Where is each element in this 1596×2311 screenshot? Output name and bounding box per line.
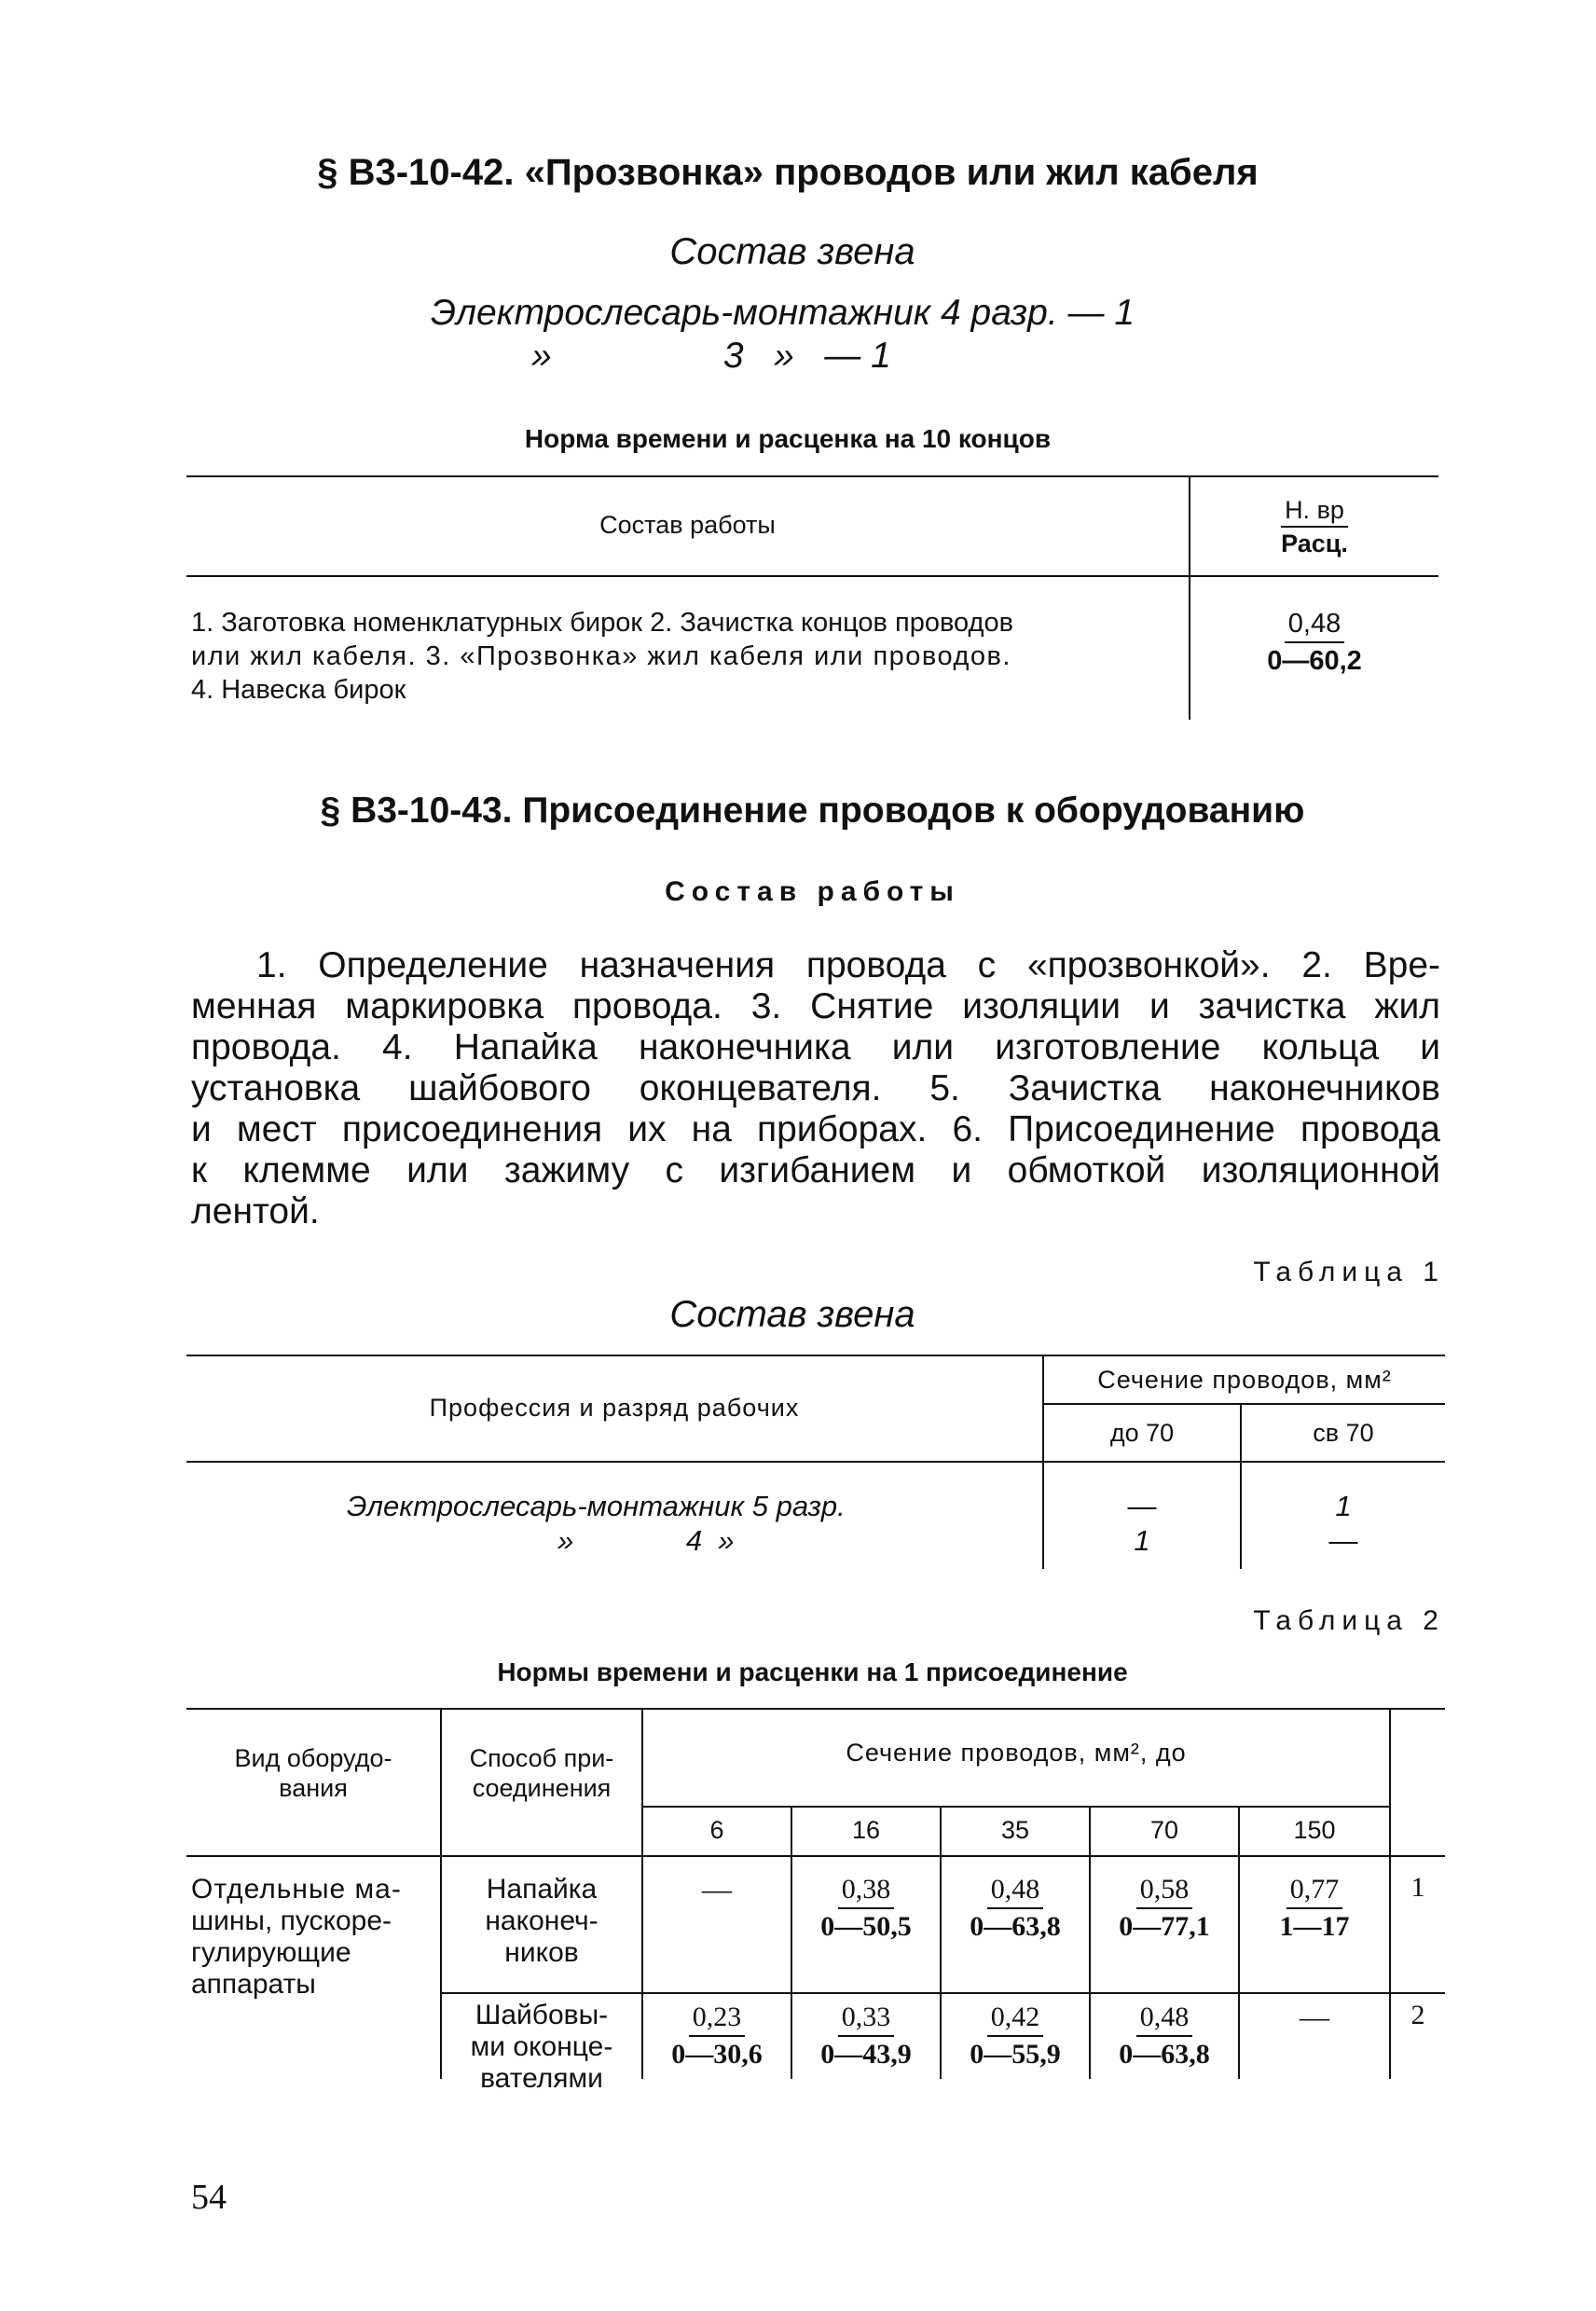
work-text-line-2: менная маркировка провода. 3. Снятие изоляции и зачистка жил: [191, 986, 1440, 1026]
table1-row2-col2: —: [1328, 1524, 1358, 1557]
r1-size35-cell: [942, 1872, 1089, 1945]
r2-size6-cell: [643, 2000, 791, 2072]
norm-value: 0,48: [1285, 606, 1344, 643]
table1-top-rule: [186, 1355, 1445, 1356]
r1-norm-35: 0,48: [987, 1872, 1044, 1909]
table2-top-rule: [186, 1708, 1445, 1710]
method1-line-2: наконеч-: [485, 1905, 598, 1936]
method2-line-1: Шайбовы-: [475, 2000, 609, 2030]
equip-line-4: аппараты: [191, 1969, 316, 2000]
work-text-line-3: провода. 4. Напайка наконечника или изготовление кольца и: [191, 1027, 1440, 1067]
method-header-line-1: Способ при-: [469, 1744, 614, 1772]
r1-size150-cell: [1240, 1872, 1389, 1945]
section-42-title: § В3-10-42. «Прозвонка» проводов или жил кабеля: [317, 152, 1259, 193]
table42-col1-header: Состав работы: [599, 511, 776, 539]
r1-norm-150: 0,77: [1286, 1872, 1343, 1909]
table1-row1-col2: 1: [1335, 1490, 1352, 1522]
rate-header: Расц.: [1281, 530, 1348, 557]
r1-size6-dash: —: [702, 1872, 732, 1905]
table42-norm-cell: [1203, 606, 1426, 679]
work-text-line-7: лентой.: [191, 1191, 320, 1231]
equip-line-3: гулирующие: [191, 1937, 351, 1968]
equipment-cell: [191, 1874, 402, 2001]
r1-rate-16: 0—50,5: [820, 1911, 912, 1942]
size-header-6: 6: [709, 1816, 724, 1844]
table1-label: Таблица 1: [1253, 1257, 1445, 1287]
r1-size16-cell: [792, 1872, 940, 1945]
table2-group-header: Сечение проводов, мм², до: [846, 1739, 1187, 1767]
r2-size35-cell: [942, 2000, 1089, 2072]
equip-line-2: шины, пускоре-: [191, 1905, 392, 1936]
equip-header-line-2: вания: [279, 1774, 348, 1802]
table2-col2-header: [442, 1743, 641, 1803]
norm-title: Норма времени и расценка на 10 концов: [524, 424, 1052, 453]
work-composition-text: [191, 945, 1440, 1232]
work-line-2: или жил кабеля. 3. «Прозвонка» жил кабеля или проводов.: [191, 641, 1011, 671]
method1-line-1: Напайка: [486, 1874, 598, 1905]
method2-line-2: ми оконце-: [470, 2031, 613, 2062]
work-line-3: 4. Навеска бирок: [191, 675, 406, 705]
table42-header-rule: [186, 575, 1438, 577]
rate-value: 0—60,2: [1267, 646, 1362, 676]
row-number-1: 1: [1410, 1872, 1425, 1903]
table42-col2-header: [1190, 494, 1438, 559]
work-composition-title: Состав работы: [665, 876, 960, 907]
table1-group-header: Сечение проводов, мм²: [1097, 1366, 1392, 1394]
method2-line-3: вателями: [480, 2063, 603, 2094]
table1-sub-header-2: св 70: [1313, 1419, 1374, 1447]
method-1-cell: [442, 1874, 641, 1969]
r2-size150-dash: —: [1300, 2000, 1329, 2033]
norm-header: Н. вр: [1281, 494, 1348, 528]
crew-title: Состав звена: [669, 231, 915, 272]
work-text-line-5: и мест присоединения их на приборах. 6. Присоединение провода: [191, 1109, 1440, 1149]
r1-rate-70: 0—77,1: [1119, 1911, 1210, 1942]
work-line-1: 1. Заготовка номенклатурных бирок 2. Зачистка концов проводов: [191, 608, 1013, 638]
r1-norm-70: 0,58: [1136, 1872, 1193, 1909]
table1-row2-label: » 4 »: [557, 1524, 735, 1557]
table1-row1-label: Электрослесарь-монтажник 5 разр.: [347, 1490, 846, 1522]
page-number: 54: [191, 2178, 227, 2217]
table2-header-rule: [186, 1855, 1445, 1857]
crew-line-1: Электрослесарь-монтажник 4 разр. — 1: [431, 293, 1135, 333]
r2-norm-6: 0,23: [689, 2000, 746, 2037]
size-header-16: 16: [851, 1816, 881, 1844]
r1-rate-150: 1—17: [1279, 1911, 1350, 1942]
table1-header-rule: [186, 1461, 1445, 1463]
method1-line-3: ников: [504, 1937, 579, 1968]
table2-title: Нормы времени и расценки на 1 присоединение: [497, 1658, 1128, 1686]
table42-top-rule: [186, 475, 1438, 477]
method-header-line-2: соединения: [472, 1774, 612, 1802]
equip-line-1: Отдельные ма-: [191, 1874, 402, 1905]
table2-col1-header: [186, 1743, 440, 1803]
table42-work-cell: [191, 606, 1184, 707]
table1-title: Состав звена: [669, 1294, 915, 1335]
r2-norm-16: 0,33: [838, 2000, 895, 2037]
size-header-150: 150: [1293, 1816, 1336, 1844]
work-text-line-6: к клемме или зажиму с изгибанием и обмоткой изоляционной: [191, 1150, 1440, 1190]
r2-norm-35: 0,42: [987, 2000, 1044, 2037]
method-2-cell: [442, 2000, 641, 2095]
r2-rate-70: 0—63,8: [1119, 2039, 1210, 2070]
equip-header-line-1: Вид оборудо-: [234, 1744, 392, 1772]
r2-rate-16: 0—43,9: [820, 2039, 912, 2070]
r2-size70-cell: [1091, 2000, 1238, 2072]
table1-sub-header-1: до 70: [1109, 1419, 1175, 1447]
work-text-line-4: установка шайбового оконцевателя. 5. Зачистка наконечников: [191, 1068, 1440, 1108]
table1-group-rule: [1044, 1403, 1445, 1405]
r2-rate-35: 0—55,9: [970, 2039, 1061, 2070]
table2-label: Таблица 2: [1253, 1605, 1445, 1636]
r2-norm-70: 0,48: [1136, 2000, 1193, 2037]
r2-size16-cell: [792, 2000, 940, 2072]
size-header-35: 35: [1000, 1816, 1030, 1844]
row-number-2: 2: [1410, 2000, 1425, 2030]
r1-size70-cell: [1091, 1872, 1238, 1945]
table1-row2-col1: 1: [1134, 1524, 1150, 1557]
work-text-line-1: 1. Определение назначения провода с «прозвонкой». 2. Вре-: [256, 945, 1440, 985]
crew-line-2: » 3 » — 1: [531, 336, 891, 376]
r1-rate-35: 0—63,8: [970, 1911, 1061, 1942]
table2-row-rule: [440, 1992, 1445, 1994]
r1-norm-16: 0,38: [838, 1872, 895, 1909]
table1-row1-col1: —: [1127, 1490, 1157, 1522]
table1-col1-header: Профессия и разряд рабочих: [429, 1394, 800, 1422]
r2-rate-6: 0—30,6: [671, 2039, 763, 2070]
section-43-title: § В3-10-43. Присоединение проводов к оборудованию: [320, 791, 1305, 831]
size-header-70: 70: [1149, 1816, 1179, 1844]
table2-group-rule: [643, 1806, 1389, 1808]
